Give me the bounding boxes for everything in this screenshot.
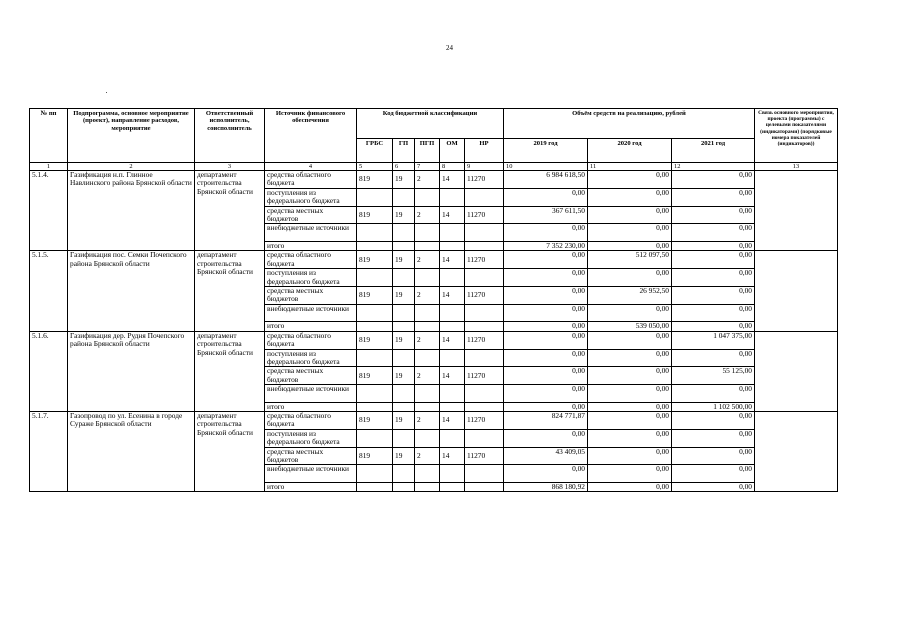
total-label: итого [265,322,357,331]
header-2020: 2020 год [588,139,672,163]
amount-y2019: 0,00 [504,269,588,287]
code-om [440,269,465,287]
scan-dot [106,92,107,93]
total-code-empty [357,482,393,491]
code-gp: 19 [393,286,415,304]
total-code-empty [415,482,440,491]
amount-y2021: 1 047 375,00 [672,331,755,349]
column-number: 4 [265,163,357,171]
code-nr [465,429,504,447]
amount-y2021: 0,00 [672,447,755,465]
amount-y2021: 0,00 [672,286,755,304]
column-number: 11 [588,163,672,171]
item-name: Газификация н.п. Глинное Навлинского района Брянской области [68,171,195,251]
funding-source: внебюджетные источники [265,224,357,242]
code-pgp: 2 [415,367,440,385]
code-grbs: 819 [357,447,393,465]
header-2019: 2019 год [504,139,588,163]
item-responsible: департамент строительства Брянской области [195,251,265,331]
amount-y2020: 0,00 [588,349,672,367]
code-om [440,429,465,447]
funding-source: средства местных бюджетов [265,447,357,465]
column-number: 2 [68,163,195,171]
code-om [440,224,465,242]
funding-row [30,171,838,189]
total-code-empty [440,322,465,331]
code-grbs [357,188,393,206]
indicator-link [755,412,838,492]
code-om [440,304,465,322]
amount-y2020: 26 952,50 [588,286,672,304]
amount-y2021: 55 125,00 [672,367,755,385]
code-pgp [415,224,440,242]
item-responsible: департамент строительства Брянской области [195,171,265,251]
amount-y2020: 0,00 [588,206,672,224]
funding-source: поступления из федерального бюджета [265,349,357,367]
funding-row [30,331,838,349]
total-y2021: 0,00 [672,482,755,491]
column-number: 9 [465,163,504,171]
amount-y2020: 0,00 [588,429,672,447]
column-number: 12 [672,163,755,171]
code-gp [393,465,415,483]
item-name: Газификация дер. Рудня Почепского района Брянской области [68,331,195,411]
code-grbs: 819 [357,171,393,189]
code-om: 14 [440,286,465,304]
code-grbs: 819 [357,286,393,304]
amount-y2021: 0,00 [672,206,755,224]
total-code-empty [357,402,393,411]
column-number: 5 [357,163,393,171]
amount-y2021: 0,00 [672,251,755,269]
code-om [440,465,465,483]
amount-y2019: 0,00 [504,367,588,385]
code-gp [393,269,415,287]
column-number: 13 [755,163,838,171]
funding-source: средства областного бюджета [265,331,357,349]
code-gp: 19 [393,331,415,349]
total-label: итого [265,482,357,491]
amount-y2020: 512 097,50 [588,251,672,269]
amount-y2021: 0,00 [672,171,755,189]
total-code-empty [465,482,504,491]
amount-y2020: 0,00 [588,188,672,206]
code-gp: 19 [393,447,415,465]
amount-y2021: 0,00 [672,269,755,287]
amount-y2021: 0,00 [672,385,755,403]
amount-y2019: 6 984 618,50 [504,171,588,189]
total-y2021: 1 102 500,00 [672,402,755,411]
item-number: 5.1.5. [30,251,68,331]
code-pgp [415,188,440,206]
amount-y2020: 0,00 [588,412,672,430]
total-y2020: 0,00 [588,402,672,411]
funding-row [30,251,838,269]
code-gp [393,385,415,403]
total-y2019: 0,00 [504,322,588,331]
code-gp: 19 [393,206,415,224]
item-number: 5.1.7. [30,412,68,492]
code-gp: 19 [393,251,415,269]
header-source: Источник финансового обеспечения [265,109,357,163]
code-pgp: 2 [415,206,440,224]
funding-source: средства областного бюджета [265,412,357,430]
code-grbs: 819 [357,206,393,224]
funding-source: поступления из федерального бюджета [265,269,357,287]
code-nr: 11270 [465,331,504,349]
total-y2020: 539 050,00 [588,322,672,331]
amount-y2020: 0,00 [588,367,672,385]
code-grbs [357,269,393,287]
code-grbs [357,429,393,447]
code-grbs: 819 [357,367,393,385]
item-name: Газопровод по ул. Есенина в городе Сураже Брянской области [68,412,195,492]
header-nr: НР [465,139,504,163]
amount-y2020: 0,00 [588,304,672,322]
code-pgp: 2 [415,171,440,189]
funding-source: внебюджетные источники [265,385,357,403]
total-y2021: 0,00 [672,322,755,331]
code-nr [465,188,504,206]
total-code-empty [357,241,393,250]
item-responsible: департамент строительства Брянской области [195,412,265,492]
total-code-empty [415,322,440,331]
code-gp: 19 [393,171,415,189]
item-responsible: департамент строительства Брянской области [195,331,265,411]
code-nr: 11270 [465,286,504,304]
amount-y2019: 0,00 [504,331,588,349]
code-nr [465,465,504,483]
code-nr: 11270 [465,171,504,189]
amount-y2019: 0,00 [504,304,588,322]
column-number: 8 [440,163,465,171]
code-pgp [415,269,440,287]
code-grbs [357,349,393,367]
total-code-empty [465,241,504,250]
column-number: 1 [30,163,68,171]
amount-y2020: 0,00 [588,465,672,483]
code-grbs [357,304,393,322]
amount-y2021: 0,00 [672,188,755,206]
amount-y2020: 0,00 [588,224,672,242]
total-label: итого [265,241,357,250]
code-om [440,349,465,367]
code-grbs: 819 [357,412,393,430]
amount-y2019: 0,00 [504,385,588,403]
amount-y2019: 0,00 [504,286,588,304]
indicator-link [755,171,838,251]
amount-y2021: 0,00 [672,224,755,242]
total-label: итого [265,402,357,411]
code-om: 14 [440,412,465,430]
total-code-empty [393,322,415,331]
code-pgp: 2 [415,331,440,349]
funding-source: средства местных бюджетов [265,367,357,385]
code-grbs: 819 [357,251,393,269]
code-om: 14 [440,251,465,269]
code-pgp: 2 [415,412,440,430]
budget-table [29,108,838,492]
total-y2019: 868 180,92 [504,482,588,491]
amount-y2019: 0,00 [504,224,588,242]
total-code-empty [465,322,504,331]
amount-y2019: 824 771,87 [504,412,588,430]
amount-y2019: 0,00 [504,349,588,367]
code-nr: 11270 [465,447,504,465]
amount-y2019: 0,00 [504,251,588,269]
code-pgp: 2 [415,447,440,465]
total-code-empty [440,402,465,411]
code-gp [393,429,415,447]
amount-y2021: 0,00 [672,465,755,483]
total-y2021: 0,00 [672,241,755,250]
code-grbs: 819 [357,331,393,349]
amount-y2019: 0,00 [504,429,588,447]
header-pgp: ПГП [415,139,440,163]
header-link: Связь основного мероприятия, проекта (программы) с целевыми показателями (индикаторами) (порядковые номера показателей (индикаторов)) [755,109,838,163]
header-budget-code: Код бюджетной классификации [357,109,504,139]
amount-y2019: 43 409,05 [504,447,588,465]
code-om: 14 [440,447,465,465]
code-gp: 19 [393,367,415,385]
code-nr [465,269,504,287]
code-grbs [357,385,393,403]
code-nr [465,304,504,322]
code-pgp: 2 [415,251,440,269]
total-code-empty [357,322,393,331]
code-nr: 11270 [465,206,504,224]
code-nr [465,224,504,242]
amount-y2021: 0,00 [672,304,755,322]
code-om: 14 [440,171,465,189]
code-gp [393,224,415,242]
column-number: 3 [195,163,265,171]
code-nr: 11270 [465,367,504,385]
total-code-empty [415,402,440,411]
amount-y2020: 0,00 [588,331,672,349]
code-pgp [415,349,440,367]
code-pgp: 2 [415,286,440,304]
amount-y2021: 0,00 [672,349,755,367]
total-code-empty [440,241,465,250]
amount-y2020: 0,00 [588,171,672,189]
amount-y2019: 0,00 [504,188,588,206]
total-code-empty [393,482,415,491]
code-pgp [415,385,440,403]
code-om: 14 [440,367,465,385]
amount-y2020: 0,00 [588,385,672,403]
funding-source: поступления из федерального бюджета [265,429,357,447]
funding-source: средства местных бюджетов [265,206,357,224]
header-responsible: Ответственный исполнитель, соисполнитель [195,109,265,163]
funding-source: средства местных бюджетов [265,286,357,304]
funding-source: внебюджетные источники [265,304,357,322]
amount-y2020: 0,00 [588,269,672,287]
funding-source: средства областного бюджета [265,251,357,269]
total-y2020: 0,00 [588,241,672,250]
code-nr: 11270 [465,251,504,269]
header-gp: ГП [393,139,415,163]
code-nr [465,385,504,403]
amount-y2021: 0,00 [672,429,755,447]
code-nr [465,349,504,367]
column-number: 7 [415,163,440,171]
page-number: 24 [446,44,453,52]
total-code-empty [415,241,440,250]
code-gp: 19 [393,412,415,430]
total-y2020: 0,00 [588,482,672,491]
item-number: 5.1.6. [30,331,68,411]
header-om: ОМ [440,139,465,163]
column-number: 6 [393,163,415,171]
column-number: 10 [504,163,588,171]
total-code-empty [393,241,415,250]
amount-y2020: 0,00 [588,447,672,465]
column-numbers-row [30,163,838,171]
funding-row [30,412,838,430]
funding-source: внебюджетные источники [265,465,357,483]
code-om: 14 [440,206,465,224]
code-grbs [357,465,393,483]
code-om [440,385,465,403]
header-num: № пп [30,109,68,163]
amount-y2019: 367 611,50 [504,206,588,224]
total-code-empty [393,402,415,411]
indicator-link [755,251,838,331]
total-y2019: 7 352 230,00 [504,241,588,250]
item-number: 5.1.4. [30,171,68,251]
header-subprogram: Подпрограмма, основное мероприятие (проект), направление расходов, мероприятие [68,109,195,163]
code-om: 14 [440,331,465,349]
indicator-link [755,331,838,411]
amount-y2019: 0,00 [504,465,588,483]
code-pgp [415,465,440,483]
code-grbs [357,224,393,242]
funding-source: средства областного бюджета [265,171,357,189]
total-code-empty [465,402,504,411]
total-y2019: 0,00 [504,402,588,411]
code-gp [393,304,415,322]
code-gp [393,188,415,206]
funding-source: поступления из федерального бюджета [265,188,357,206]
total-code-empty [440,482,465,491]
amount-y2021: 0,00 [672,412,755,430]
code-nr: 11270 [465,412,504,430]
header-grbs: ГРБС [357,139,393,163]
code-pgp [415,304,440,322]
header-volume: Объём средств на реализацию, рублей [504,109,755,139]
code-gp [393,349,415,367]
header-2021: 2021 год [672,139,755,163]
code-pgp [415,429,440,447]
code-om [440,188,465,206]
item-name: Газификация пос. Семки Почепского района Брянской области [68,251,195,331]
